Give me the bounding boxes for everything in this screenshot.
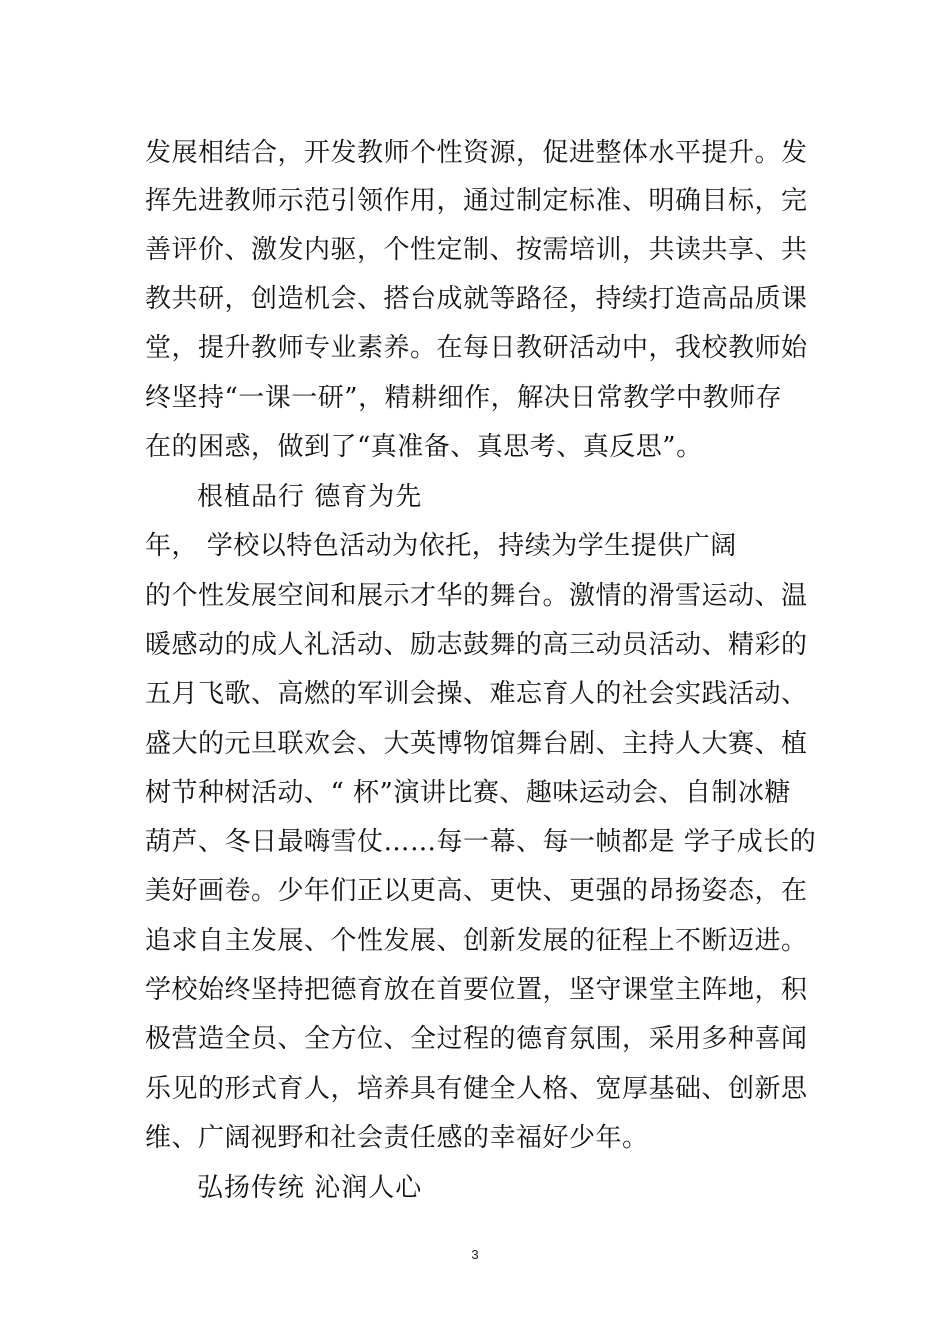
paragraph-line: 善评价、激发内驱，个性定制、按需培训，共读共享、共 xyxy=(145,235,808,265)
paragraph-line: 极营造全员、全方位、全过程的德育氛围，采用多种喜闻 xyxy=(145,1024,808,1054)
paragraph-line: 教共研，创造机会、搭台成就等路径，持续打造高品质课 xyxy=(145,284,808,314)
paragraph-line: 堂，提升教师专业素养。在每日教研活动中，我校教师始 xyxy=(145,333,808,363)
paragraph-line: 葫芦、冬日最嗨雪仗……每一幕、每一帧都是 学子成长的 xyxy=(145,827,817,857)
paragraph-line: 五月飞歌、高燃的军训会操、难忘育人的社会实践活动、 xyxy=(145,679,808,709)
paragraph-line: 的个性发展空间和展示才华的舞台。激情的滑雪运动、温 xyxy=(145,581,808,611)
paragraph-line: 乐见的形式育人，培养具有健全人格、宽厚基础、创新思 xyxy=(145,1074,808,1104)
paragraph-line: 树节种树活动、“ 杯”演讲比赛、趣味运动会、自制冰糖 xyxy=(145,778,791,808)
paragraph-line: 追求自主发展、个性发展、创新发展的征程上不断迈进。 xyxy=(145,926,808,956)
paragraph-line: 挥先进教师示范引领作用，通过制定标准、明确目标，完 xyxy=(145,186,808,216)
paragraph-line: 年， 学校以特色活动为依托，持续为学生提供广阔 xyxy=(145,531,737,561)
paragraph-line: 学校始终坚持把德育放在首要位置，坚守课堂主阵地，积 xyxy=(145,975,808,1005)
section-heading: 弘扬传统 沁润人心 xyxy=(197,1173,423,1203)
paragraph-line: 在的困惑，做到了“真准备、真思考、真反思”。 xyxy=(145,432,703,462)
paragraph-line: 盛大的元旦联欢会、大英博物馆舞台剧、主持人大赛、植 xyxy=(145,729,808,759)
paragraph-line: 终坚持“一课一研”，精耕细作，解决日常教学中教师存 xyxy=(145,383,783,413)
paragraph-line: 暖感动的成人礼活动、励志鼓舞的高三动员活动、精彩的 xyxy=(145,630,808,660)
paragraph-line: 美好画卷。少年们正以更高、更快、更强的昂扬姿态，在 xyxy=(145,876,808,906)
paragraph-line: 维、广阔视野和社会责任感的幸福好少年。 xyxy=(145,1123,649,1153)
section-heading: 根植品行 德育为先 xyxy=(197,482,423,512)
paragraph-line: 发展相结合，开发教师个性资源，促进整体水平提升。发 xyxy=(145,138,808,168)
page-number: 3 xyxy=(471,1247,479,1262)
